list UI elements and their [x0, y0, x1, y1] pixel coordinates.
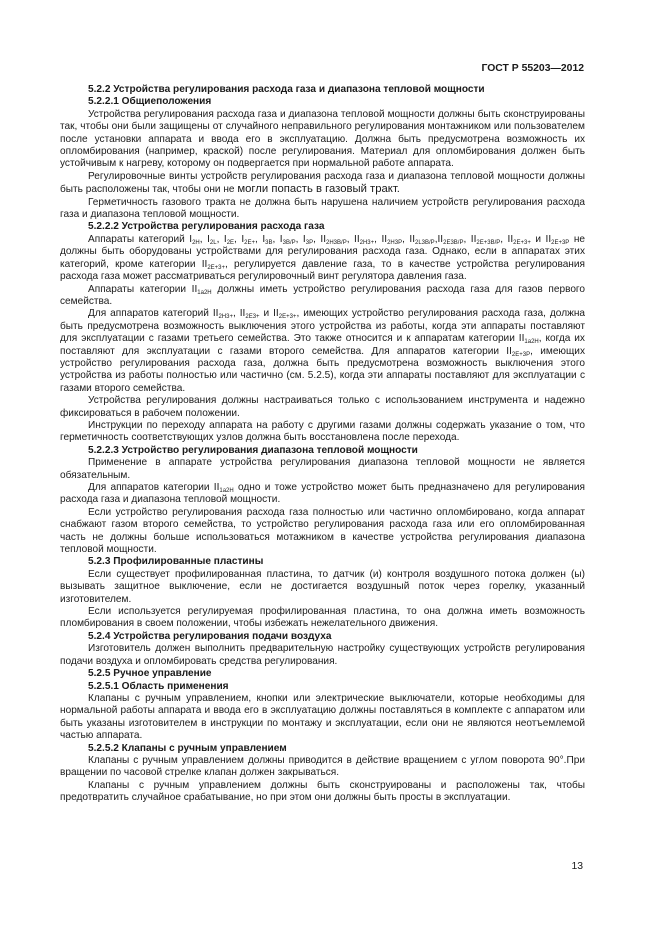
page-number: 13	[571, 861, 583, 872]
paragraph	[60, 197, 585, 222]
section-heading: 5.2.3 Профилированные пластины	[88, 556, 264, 568]
paragraph-text: Если устройство регулирования расхода газа полностью или частично опломбировано, когда аппарат снабжают газом второго семейства, то устройство регулирования расхода газа или его опломбированная часть не должны больше использоваться мотажником в качестве устройства регулирования диапазона тепловой мощности.	[60, 506, 585, 556]
section-heading: 5.2.2.3 Устройство регулирования диапазона тепловой мощности	[88, 444, 418, 456]
paragraph-text: Устройства регулирования расхода газа и диапазона тепловой мощности должны быть сконструированы так, чтобы они были защищены от случайного неправильного регулирования монтажником или пользователем после установки аппарата и ввода его в эксплуатацию. Должна быть предусмотрена возможность их опломбирования (например, краской) после регулирования. Материал для опломбирования должен быть устойчивым к нагреву, которому он подвергается при нормальной работе аппарата.	[60, 108, 585, 170]
section-heading: 5.2.2.1 Общиеположения	[88, 96, 212, 108]
paragraph-text: Аппараты категорий I	[88, 233, 193, 245]
paragraph-text: , имеющих устройство регулирования расхода газа, должна быть предусмотрена возможность выключения этого устройства из работы полностью или частично (см. 5.2.5), когда эти аппараты поставляют для эксплуатации с газами второго семейства.	[60, 345, 585, 394]
paragraph-text: Если существует профилированная пластина, то датчик (и) контроля воздушного потока должен (ы) вызывать защитное выключение, если не достигается воздушный поток через горелку, указанный изготовителем.	[60, 568, 585, 605]
paragraph	[60, 395, 585, 420]
paragraph	[60, 693, 585, 743]
subscript: 2E+3P	[511, 351, 531, 358]
paragraph-text: , II	[232, 308, 246, 320]
paragraph-text: одно и тоже устройство может быть предназначено для регулирования расхода газа и диапазона тепловой мощности.	[60, 482, 585, 506]
paragraph	[60, 507, 585, 557]
subscript: 3B	[265, 239, 273, 246]
subscript: 1a2H	[524, 339, 539, 346]
section-heading: 5.2.5.2 Клапаны с ручным управлением	[88, 742, 287, 754]
paragraph	[60, 569, 585, 606]
paragraph-text: Для аппаратов категории II	[88, 482, 220, 493]
paragraph-text: , имеющих устройство регулирования расхода газа, должна быть предусмотрена возможность выключения этого устройства из работы, когда эти аппараты поставляют для эксплуатации с газами третьего семейства. Это также относится и к аппаратам категории II	[60, 308, 586, 345]
paragraph-text-large: могли попасть в газовый тракт.	[237, 183, 400, 196]
paragraph	[60, 755, 585, 780]
paragraph-text: Изготовитель должен выполнить предварительную настройку существующих устройств регулирования подачи воздуха и опломбировать средства регулирования.	[60, 643, 585, 667]
paragraph-text: , когда их поставляют для эксплуатации с газами второго семейства. Для аппаратов категории II	[60, 333, 585, 357]
paragraph	[60, 284, 585, 309]
subscript: 2E	[226, 239, 235, 246]
subscript: 2E+3+	[207, 264, 226, 271]
subscript: 2E+3B/P	[476, 239, 501, 246]
section-heading: 5.2.4 Устройства регулирования подачи воздуха	[88, 630, 332, 642]
paragraph	[60, 420, 585, 445]
subscript: 1a2H	[197, 289, 212, 296]
paragraph-text: Для аппаратов категорий II	[88, 308, 219, 320]
paragraph-text: , регулируется давление газа, то в качестве устройства регулирования расхода газа может рассматриваться регулировочный винт регулятора давления газа.	[60, 258, 585, 283]
paragraph-text: Клапаны с ручным управлением должны приводится в действие вращением с углом поворота 90°.При вращении по часовой стрелке клапан должен закрываться.	[60, 754, 585, 779]
paragraph-text: Герметичность газового тракта не должна быть нарушена наличием устройств регулирования расхода газа и диапазона тепловой мощности.	[60, 196, 585, 221]
paragraph-text: Клапаны с ручным управлением, кнопки или электрические выключатели, которые необходимы для нормальной работы аппарата и ввода его в эксплуатацию должны поставляться в комплекте с аппаратом или быть указаны изготовителем в инструкции по монтажу и эксплуатации, если они не являются неотъемлемой частью аппарата.	[60, 692, 585, 742]
paragraph	[60, 457, 585, 482]
subscript: 2E+3+	[278, 314, 297, 321]
subscript: 2H	[192, 239, 200, 246]
subscript: 2E+3+	[513, 239, 531, 246]
paragraph	[60, 643, 585, 668]
subscript: 3B/P	[282, 239, 296, 246]
subscript: 2E3B/P	[443, 239, 464, 246]
paragraph: Аппараты категорий $I_{2H}$, $I_{2L}$, $I_{2E}$, $I_{2E+}$, $I_{3B}$, $I_{3B/P}$, $I_{3P}$, $II_{2H3B/P}$, $II_{2H3+}$, $II_{2H3P}$, $II_{2L3B/P},II_{2E3B/P}$, $II_{2E+3B/P}$, $II_{2E+3+}$ и $II_{2E+3P}$ не должны быть оборудованы устройствами для регулирования расхода газа. Однако, если в аппаратах этих категорий, кроме категории $II_{2E+3+}$, регулируется давление газа, то в качестве устройства регулирования расхода газа может рассматриваться регулировочный винт регулятора давления газа.	[60, 233, 586, 283]
section-heading: 5.2.2.2 Устройства регулирования расхода газа	[88, 221, 325, 233]
paragraph	[60, 171, 585, 197]
paragraph-text: не должны быть оборудованы устройствами для регулирования расхода газа. Однако, если в аппаратах этих категорий, кроме категории II	[60, 233, 586, 270]
subscript: 2H3B/P	[326, 239, 347, 246]
subscript: 2L3B/P	[415, 239, 435, 246]
paragraph-text: Если используется регулируемая профилированная пластина, то она должна иметь возможность пломбирования в своем положении, чтобы избежать нежелательного движения.	[60, 606, 585, 630]
paragraph-text: Инструкции по переходу аппарата на работу с другими газами должны содержать указание о том, что герметичность соответствующих узлов должна быть восстановлена после перехода.	[60, 419, 585, 444]
subscript: 2H3P	[387, 239, 403, 246]
paragraph-text: Применение в аппарате устройства регулирования диапазона тепловой мощности не является обязательным.	[60, 457, 585, 481]
paragraph-text: Устройства регулирования должны настраиваться только с использованием инструмента и надежно фиксироваться в рабочем положении.	[60, 395, 585, 419]
paragraph	[60, 780, 585, 805]
section-heading: 5.2.2 Устройства регулирования расхода газа и диапазона тепловой мощности	[88, 84, 485, 95]
paragraph	[60, 308, 585, 395]
standard-header: ГОСТ Р 55203—2012	[481, 63, 584, 74]
paragraph	[60, 606, 585, 631]
subscript: 2H3+	[359, 239, 375, 246]
paragraph-text: должны иметь устройство регулирования расхода газа для газов первого семейства.	[60, 283, 586, 307]
subscript: 2E+	[244, 239, 256, 246]
document-body	[60, 84, 585, 805]
paragraph	[60, 109, 585, 171]
subscript: 2H3+	[218, 314, 233, 321]
paragraph-text: и II	[259, 308, 279, 320]
paragraph-text: Аппараты категории II	[88, 283, 198, 295]
subscript: 2L	[209, 239, 217, 246]
section-heading: 5.2.5.1 Область применения	[88, 680, 229, 692]
paragraph-text: Регулировочные винты устройств регулирования расхода газа и диапазона тепловой мощности должны быть расположены так, чтобы они не	[60, 170, 585, 196]
section-heading: 5.2.5 Ручное управление	[88, 668, 212, 680]
subscript: 2E3+	[245, 314, 260, 321]
subscript: 2E+3P	[551, 239, 570, 246]
subscript: 1a2H	[219, 488, 234, 494]
paragraph	[60, 482, 585, 507]
paragraph-text: Клапаны с ручным управлением должны быть сконструированы и расположены так, чтобы предотвратить случайное срабатывание, но при этом они должны быть просты в эксплуатации.	[60, 779, 585, 804]
subscript: 3P	[305, 239, 314, 246]
